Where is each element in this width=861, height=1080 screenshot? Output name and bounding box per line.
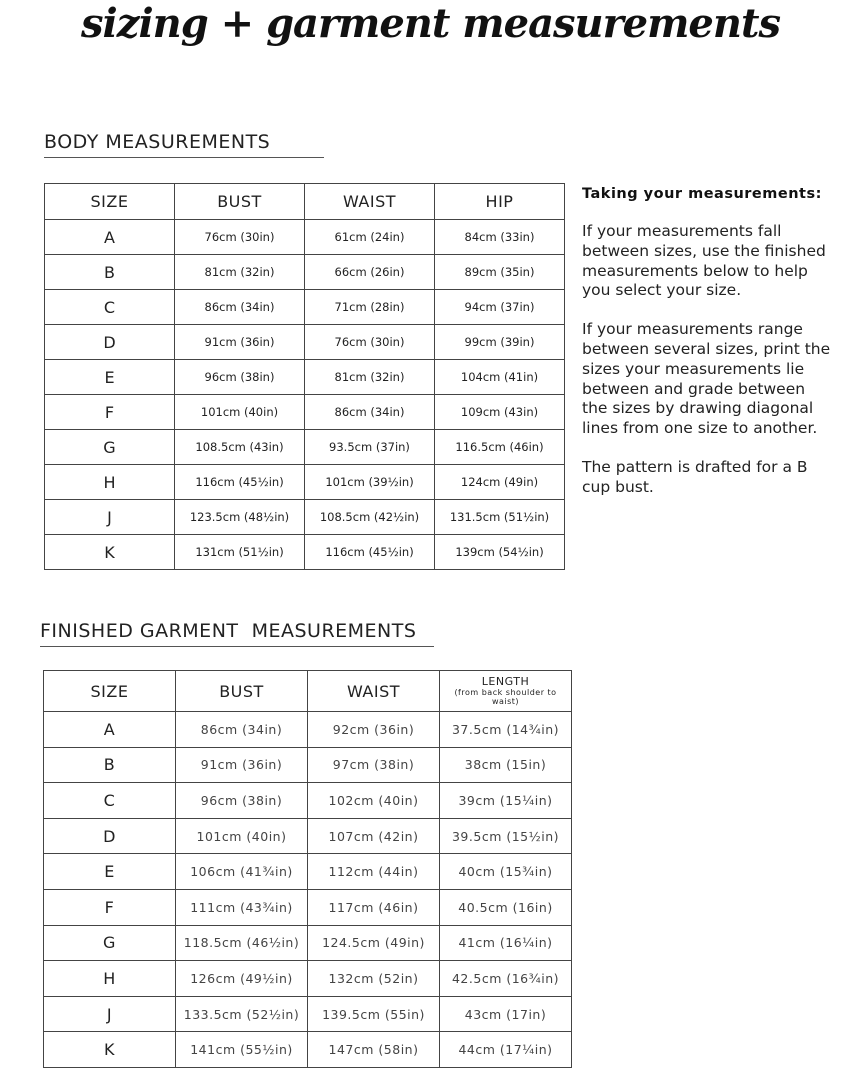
size-cell: E — [45, 360, 175, 395]
page-title: sizing + garment measurements — [81, 0, 780, 47]
measurement-cell: 91cm (36in) — [175, 325, 305, 360]
body-measurements-table — [44, 183, 565, 570]
size-cell: C — [45, 290, 175, 325]
measurement-cell: 124cm (49in) — [435, 465, 565, 500]
measurement-cell: 76cm (30in) — [305, 325, 435, 360]
size-cell: C — [44, 783, 176, 819]
measurement-cell: 109cm (43in) — [435, 395, 565, 430]
measurement-cell: 71cm (28in) — [305, 290, 435, 325]
measurement-cell: 99cm (39in) — [435, 325, 565, 360]
table-row — [45, 360, 565, 395]
instructions-paragraph: If your measurements fall between sizes, use the finished measurements below to help you select your size. — [582, 222, 826, 300]
measurement-cell: 86cm (34in) — [175, 290, 305, 325]
measurement-cell: 91cm (36in) — [176, 747, 308, 783]
column-header-hip: HIP — [435, 184, 565, 220]
measurement-cell: 108.5cm (42½in) — [305, 500, 435, 535]
column-header-size: SIZE — [44, 671, 176, 712]
table-row — [44, 818, 572, 854]
measurement-cell: 86cm (34in) — [305, 395, 435, 430]
size-cell: H — [45, 465, 175, 500]
size-cell: A — [44, 712, 176, 748]
measurement-cell: 116cm (45½in) — [305, 535, 435, 570]
instructions-paragraph: The pattern is drafted for a B cup bust. — [582, 457, 808, 496]
table-row — [44, 889, 572, 925]
measurement-cell: 133.5cm (52½in) — [176, 996, 308, 1032]
table-row — [45, 430, 565, 465]
measurement-cell: 116.5cm (46in) — [435, 430, 565, 465]
table-row — [45, 500, 565, 535]
measurement-cell: 102cm (40in) — [308, 783, 440, 819]
measurement-cell: 141cm (55½in) — [176, 1032, 308, 1068]
measurement-cell: 96cm (38in) — [176, 783, 308, 819]
size-cell: K — [45, 535, 175, 570]
measurement-cell: 101cm (39½in) — [305, 465, 435, 500]
measurement-cell: 38cm (15in) — [440, 747, 572, 783]
size-cell: J — [44, 996, 176, 1032]
instructions-paragraph: If your measurements range between several sizes, print the sizes your measurements lie between and grade between the sizes by drawing diagonal lines from one size to another. — [582, 320, 831, 438]
table-row — [44, 961, 572, 997]
measurement-cell: 112cm (44in) — [308, 854, 440, 890]
table-row — [44, 996, 572, 1032]
measurement-cell: 101cm (40in) — [175, 395, 305, 430]
measurement-cell: 108.5cm (43in) — [175, 430, 305, 465]
table-header-row — [44, 671, 572, 712]
measurement-cell: 43cm (17in) — [440, 996, 572, 1032]
table-row — [44, 712, 572, 748]
size-cell: B — [45, 255, 175, 290]
column-header-length — [440, 671, 572, 712]
measurement-cell: 118.5cm (46½in) — [176, 925, 308, 961]
measurement-cell: 44cm (17¼in) — [440, 1032, 572, 1068]
measurement-cell: 132cm (52in) — [308, 961, 440, 997]
size-cell: G — [44, 925, 176, 961]
measurement-cell: 106cm (41¾in) — [176, 854, 308, 890]
table-row — [45, 255, 565, 290]
measurement-cell: 41cm (16¼in) — [440, 925, 572, 961]
measurement-cell: 93.5cm (37in) — [305, 430, 435, 465]
table-row — [44, 1032, 572, 1068]
measurement-cell: 40.5cm (16in) — [440, 889, 572, 925]
length-header-label: LENGTH — [481, 675, 530, 688]
size-cell: B — [44, 747, 176, 783]
measurement-cell: 131.5cm (51½in) — [435, 500, 565, 535]
table-header-row — [45, 184, 565, 220]
measurement-cell: 61cm (24in) — [305, 220, 435, 255]
size-cell: H — [44, 961, 176, 997]
measurement-cell: 86cm (34in) — [176, 712, 308, 748]
measurement-cell: 84cm (33in) — [435, 220, 565, 255]
garment-measurements-table — [43, 670, 572, 1068]
table-row — [45, 535, 565, 570]
size-cell: A — [45, 220, 175, 255]
garment-measurements-heading: FINISHED GARMENT MEASUREMENTS — [40, 620, 434, 647]
instructions-heading: Taking your measurements: — [582, 186, 822, 202]
table-row — [44, 925, 572, 961]
table-row — [45, 325, 565, 360]
table-row — [45, 465, 565, 500]
measurement-cell: 123.5cm (48½in) — [175, 500, 305, 535]
table-row — [45, 395, 565, 430]
measurement-cell: 37.5cm (14¾in) — [440, 712, 572, 748]
measurement-cell: 117cm (46in) — [308, 889, 440, 925]
measurement-cell: 97cm (38in) — [308, 747, 440, 783]
measurement-cell: 89cm (35in) — [435, 255, 565, 290]
column-header-size: SIZE — [45, 184, 175, 220]
column-header-bust: BUST — [175, 184, 305, 220]
measurement-cell: 92cm (36in) — [308, 712, 440, 748]
size-cell: G — [45, 430, 175, 465]
size-cell: F — [45, 395, 175, 430]
measurement-cell: 76cm (30in) — [175, 220, 305, 255]
measurement-cell: 96cm (38in) — [175, 360, 305, 395]
size-cell: F — [44, 889, 176, 925]
measurement-cell: 104cm (41in) — [435, 360, 565, 395]
measurement-cell: 66cm (26in) — [305, 255, 435, 290]
measurement-cell: 101cm (40in) — [176, 818, 308, 854]
size-cell: D — [44, 818, 176, 854]
size-cell: E — [44, 854, 176, 890]
table-row — [45, 290, 565, 325]
table-row — [44, 854, 572, 890]
measurement-cell: 94cm (37in) — [435, 290, 565, 325]
table-row — [44, 783, 572, 819]
measurement-cell: 39cm (15¼in) — [440, 783, 572, 819]
body-measurements-heading: BODY MEASUREMENTS — [44, 131, 324, 158]
size-cell: J — [45, 500, 175, 535]
measurement-cell: 42.5cm (16¾in) — [440, 961, 572, 997]
measurement-cell: 147cm (58in) — [308, 1032, 440, 1068]
measurement-cell: 81cm (32in) — [305, 360, 435, 395]
measurement-cell: 131cm (51½in) — [175, 535, 305, 570]
column-header-waist: WAIST — [305, 184, 435, 220]
measurement-cell: 116cm (45½in) — [175, 465, 305, 500]
measurement-cell: 139cm (54½in) — [435, 535, 565, 570]
measurement-cell: 111cm (43¾in) — [176, 889, 308, 925]
measurement-cell: 39.5cm (15½in) — [440, 818, 572, 854]
table-row — [44, 747, 572, 783]
measurement-cell: 124.5cm (49in) — [308, 925, 440, 961]
measurement-cell: 107cm (42in) — [308, 818, 440, 854]
length-header-note: (from back shoulder to waist) — [454, 688, 557, 706]
table-row — [45, 220, 565, 255]
column-header-waist: WAIST — [308, 671, 440, 712]
measurement-cell: 40cm (15¾in) — [440, 854, 572, 890]
measurement-cell: 126cm (49½in) — [176, 961, 308, 997]
measurement-instructions — [582, 186, 832, 517]
size-cell: D — [45, 325, 175, 360]
size-cell: K — [44, 1032, 176, 1068]
measurement-cell: 139.5cm (55in) — [308, 996, 440, 1032]
measurement-cell: 81cm (32in) — [175, 255, 305, 290]
column-header-bust: BUST — [176, 671, 308, 712]
